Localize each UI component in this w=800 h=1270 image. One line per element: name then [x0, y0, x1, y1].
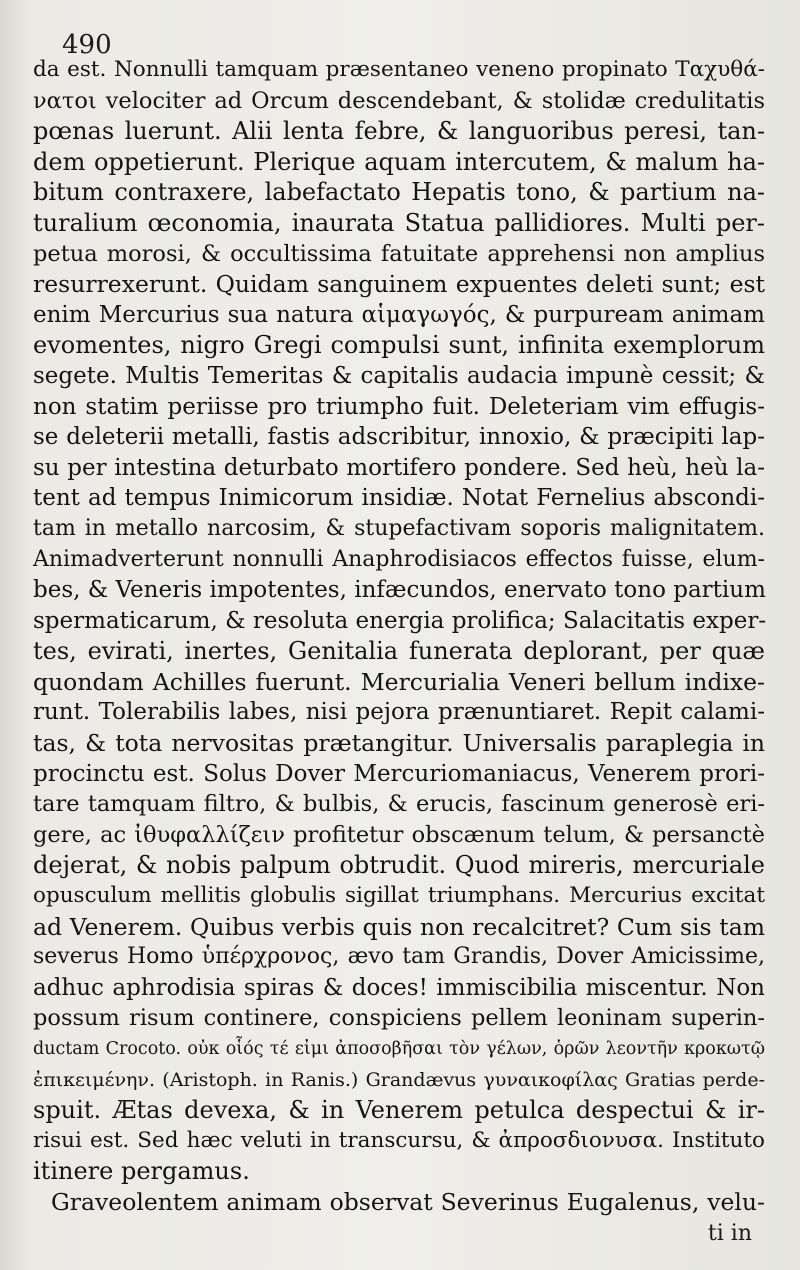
text-line: νατοι velociter ad Orcum descendebant, & stolidæ credulitatis [33, 87, 765, 114]
text-line-paragraph-start: Graveolentem animam observat Severinus Eugalenus, velu- [51, 1187, 765, 1216]
text-line: se deleterii metalli, fastis adscribitur, innoxio, & præcipiti lap- [33, 424, 765, 451]
text-line: ductam Crocoto. οὐκ οἷός τέ εἰμι ἀποσοβῆσαι τὸν γέλων, ὁρῶν λεοντῆν κροκωτῷ [33, 1039, 765, 1059]
page-number: 490 [62, 30, 112, 60]
text-line: dejerat, & nobis palpum obtrudit. Quod mireris, mercuriale [33, 851, 765, 880]
text-line: non statim periisse pro triumpho fuit. Deleteriam vim effugis- [33, 393, 765, 420]
text-line: ἐπικειμένην. (Aristoph. in Ranis.) Grandævus γυναικοφίλας Gratias perde- [33, 1068, 765, 1091]
text-line: enim Mercurius sua natura αἱμαγωγός, & purpuream animam [33, 301, 765, 328]
text-line: petua morosi, & occultissima fatuitate apprehensi non amplius [33, 240, 765, 267]
text-line: bes, & Veneris impotentes, infæcundos, enervato tono partium [33, 577, 766, 604]
text-line: tent ad tempus Inimicorum insidiæ. Notat Fernelius abscondi- [33, 485, 765, 512]
text-line: adhuc aphrodisia spiras & doces! immiscibilia miscentur. Non [33, 974, 765, 1001]
text-line-paragraph-end: itinere pergamus. [33, 1157, 250, 1186]
text-line: risui est. Sed hæc veluti in transcursu, & ἀπροσδιονυσα. Instituto [33, 1127, 765, 1153]
text-line: turalium œconomia, inaurata Statua pallidiores. Multi per- [33, 208, 765, 237]
text-line: procinctu est. Solus Dover Mercuriomaniacus, Venerem prori- [33, 760, 765, 787]
text-line: evomentes, nigro Gregi compulsi sunt, infinita exemplorum [33, 331, 765, 360]
body-text [33, 55, 765, 1218]
text-line: Animadverterunt nonnulli Anaphrodisiacos effectos fuisse, elum- [33, 546, 765, 572]
text-line: tam in metallo narcosim, & stupefactivam soporis malignitatem. [33, 515, 765, 541]
text-line: severus Homo ὑπέρχρονος, ævo tam Grandis, Dover Amicissime, [33, 944, 765, 970]
text-line: tes, evirati, inertes, Genitalia funerata deplorant, per quæ [33, 637, 765, 666]
text-line: dem oppetierunt. Plerique aquam intercutem, & malum ha- [33, 147, 765, 176]
text-line: tare tamquam filtro, & bulbis, & erucis, fascinum generosè eri- [33, 791, 765, 818]
text-line: da est. Nonnulli tamquam præsentaneo veneno propinato Ταχυθά- [33, 57, 765, 82]
text-line: pœnas luerunt. Alii lenta febre, & languoribus peresi, tan- [33, 117, 765, 146]
text-line: spuit. Ætas devexa, & in Venerem petulca despectui & ir- [33, 1096, 765, 1125]
text-line: runt. Tolerabilis labes, nisi pejora prænuntiaret. Repit calami- [33, 699, 765, 726]
text-line: segete. Multis Temeritas & capitalis audacia impunè cessit; & [33, 362, 765, 389]
catchword: ti in [707, 1221, 752, 1246]
text-line: tas, & tota nervositas prætangitur. Universalis paraplegia in [33, 729, 765, 758]
text-line: quondam Achilles fuerunt. Mercurialia Veneri bellum indixe- [33, 667, 765, 696]
text-line: bitum contraxere, labefactato Hepatis tono, & partium na- [33, 178, 765, 207]
text-line: resurrexerunt. Quidam sanguinem expuentes deleti sunt; est [33, 270, 765, 299]
text-line: possum risum continere, conspiciens pellem leoninam superin- [33, 1005, 765, 1032]
text-line: spermaticarum, & resoluta energia prolifica; Salacitatis exper- [33, 607, 767, 634]
text-line: su per intestina deturbato mortifero pondere. Sed heù, heù la- [33, 454, 765, 481]
text-line: gere, ac ἰθυφαλλίζειν profitetur obscænum telum, & persanctè [33, 821, 765, 848]
text-line: ad Venerem. Quibus verbis quis non recalcitret? Cum sis tam [33, 912, 765, 941]
text-line: opusculum mellitis globulis sigillat triumphans. Mercurius excitat [33, 883, 765, 909]
